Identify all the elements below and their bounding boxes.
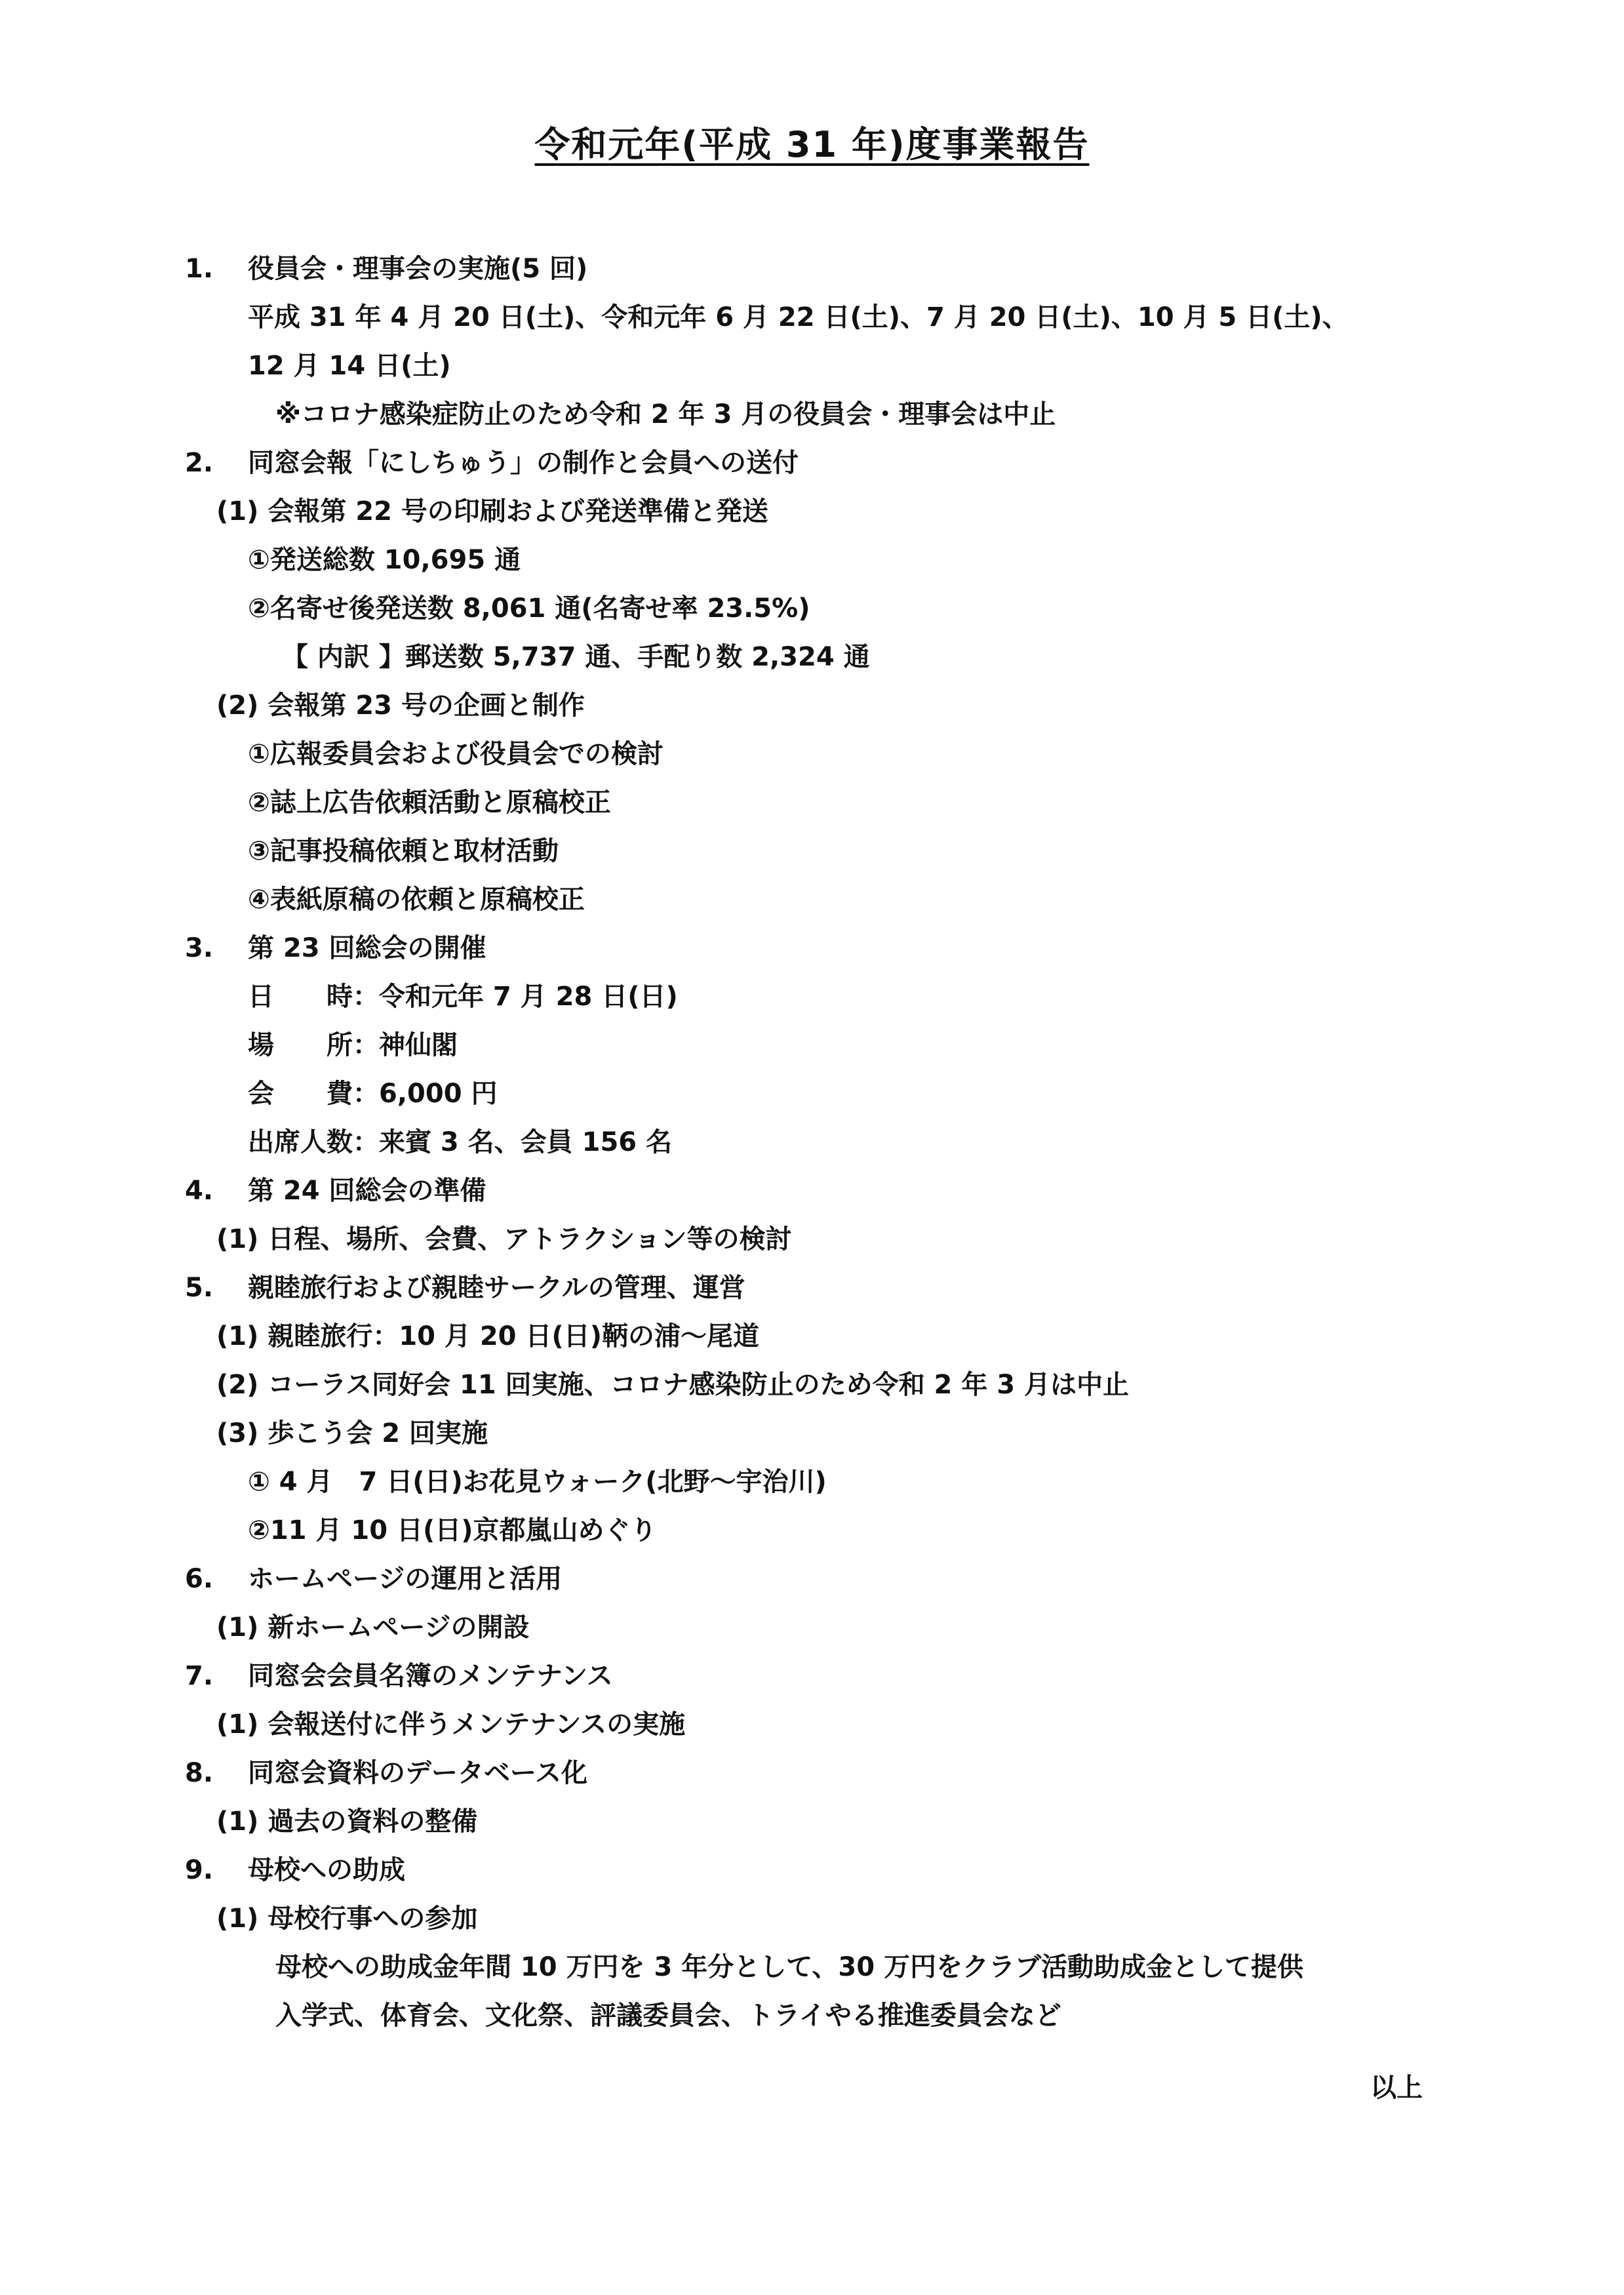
section-1-heading: 役員会・理事会の実施(5 回) — [248, 254, 588, 284]
section-4-number: 4. — [185, 1176, 214, 1206]
section-3-line-1: 日 時：令和元年 7 月 28 日(日) — [248, 982, 678, 1012]
section-3-line-3: 会 費：6,000 円 — [248, 1079, 498, 1109]
section-2-line-8: ③記事投稿依頼と取材活動 — [248, 836, 559, 866]
section-1-line-2: 12 月 14 日(土) — [248, 351, 451, 381]
section-6-heading: ホームページの運用と活用 — [248, 1564, 563, 1594]
section-3-line-4: 出席人数：来賓 3 名、会員 156 名 — [248, 1127, 673, 1157]
section-2-line-3: ②名寄せ後発送数 8,061 通(名寄せ率 23.5%) — [248, 593, 810, 624]
section-2-heading: 同窓会報「にしちゅう」の制作と会員への送付 — [248, 448, 799, 478]
section-5-heading: 親睦旅行および親睦サークルの管理、運営 — [248, 1273, 745, 1303]
section-6-number: 6. — [185, 1564, 214, 1594]
section-7-number: 7. — [185, 1661, 214, 1691]
section-8-heading: 同窓会資料のデータベース化 — [248, 1758, 587, 1788]
section-7-heading: 同窓会会員名簿のメンテナンス — [248, 1661, 613, 1691]
section-6-line-1: (1) 新ホームページの開設 — [216, 1612, 530, 1643]
section-3-line-2: 場 所：神仙閣 — [248, 1030, 458, 1060]
section-9-line-2: 母校への助成金年間 10 万円を 3 年分として、30 万円をクラブ活動助成金として提供 — [275, 1952, 1303, 1982]
section-4-heading: 第 24 回総会の準備 — [248, 1176, 486, 1206]
section-2-line-4: 【 内訳 】郵送数 5,737 通、手配り数 2,324 通 — [282, 642, 870, 672]
section-5-line-5: ②11 月 10 日(日)京都嵐山めぐり — [248, 1515, 657, 1546]
section-2-line-6: ①広報委員会および役員会での検討 — [248, 739, 663, 769]
section-3-heading: 第 23 回総会の開催 — [248, 933, 486, 963]
section-8-number: 8. — [185, 1758, 214, 1788]
section-9-line-3: 入学式、体育会、文化祭、評議委員会、トライやる推進委員会など — [275, 2001, 1061, 2031]
section-2-line-9: ④表紙原稿の依頼と原稿校正 — [248, 885, 585, 915]
section-2-line-5: (2) 会報第 23 号の企画と制作 — [216, 690, 585, 721]
section-5-line-3: (3) 歩こう会 2 回実施 — [216, 1418, 488, 1448]
section-2-number: 2. — [185, 448, 214, 478]
section-2-line-7: ②誌上広告依頼活動と原稿校正 — [248, 788, 611, 818]
section-9-number: 9. — [185, 1855, 214, 1885]
section-2-line-1: (1) 会報第 22 号の印刷および発送準備と発送 — [216, 496, 768, 527]
section-1-line-3: ※コロナ感染症防止のため令和 2 年 3 月の役員会・理事会は中止 — [275, 399, 1056, 429]
section-5-line-2: (2) コーラス同好会 11 回実施、コロナ感染防止のため令和 2 年 3 月は中止 — [216, 1370, 1130, 1400]
section-2-line-2: ①発送総数 10,695 通 — [248, 545, 521, 575]
section-8-line-1: (1) 過去の資料の整備 — [216, 1806, 478, 1837]
section-5-line-4: ① 4 月 7 日(日)お花見ウォーク(北野～宇治川) — [248, 1467, 827, 1497]
section-9-heading: 母校への助成 — [248, 1855, 405, 1885]
section-7-line-1: (1) 会報送付に伴うメンテナンスの実施 — [216, 1709, 686, 1740]
section-1-line-1: 平成 31 年 4 月 20 日(土)、令和元年 6 月 22 日(土)、7 月 20 日(土)、10 月 5 日(土)、 — [248, 302, 1349, 332]
section-5-number: 5. — [185, 1273, 214, 1303]
document-title: 令和元年(平成 31 年)度事業報告 — [534, 124, 1090, 165]
section-9-line-1: (1) 母校行事への参加 — [216, 1904, 478, 1934]
section-3-number: 3. — [185, 933, 214, 963]
section-4-line-1: (1) 日程、場所、会費、アトラクション等の検討 — [216, 1224, 792, 1254]
section-5-line-1: (1) 親睦旅行：10 月 20 日(日)鞆の浦～尾道 — [216, 1321, 759, 1351]
closing-text: 以上 — [1370, 2073, 1423, 2103]
section-1-number: 1. — [185, 254, 214, 284]
